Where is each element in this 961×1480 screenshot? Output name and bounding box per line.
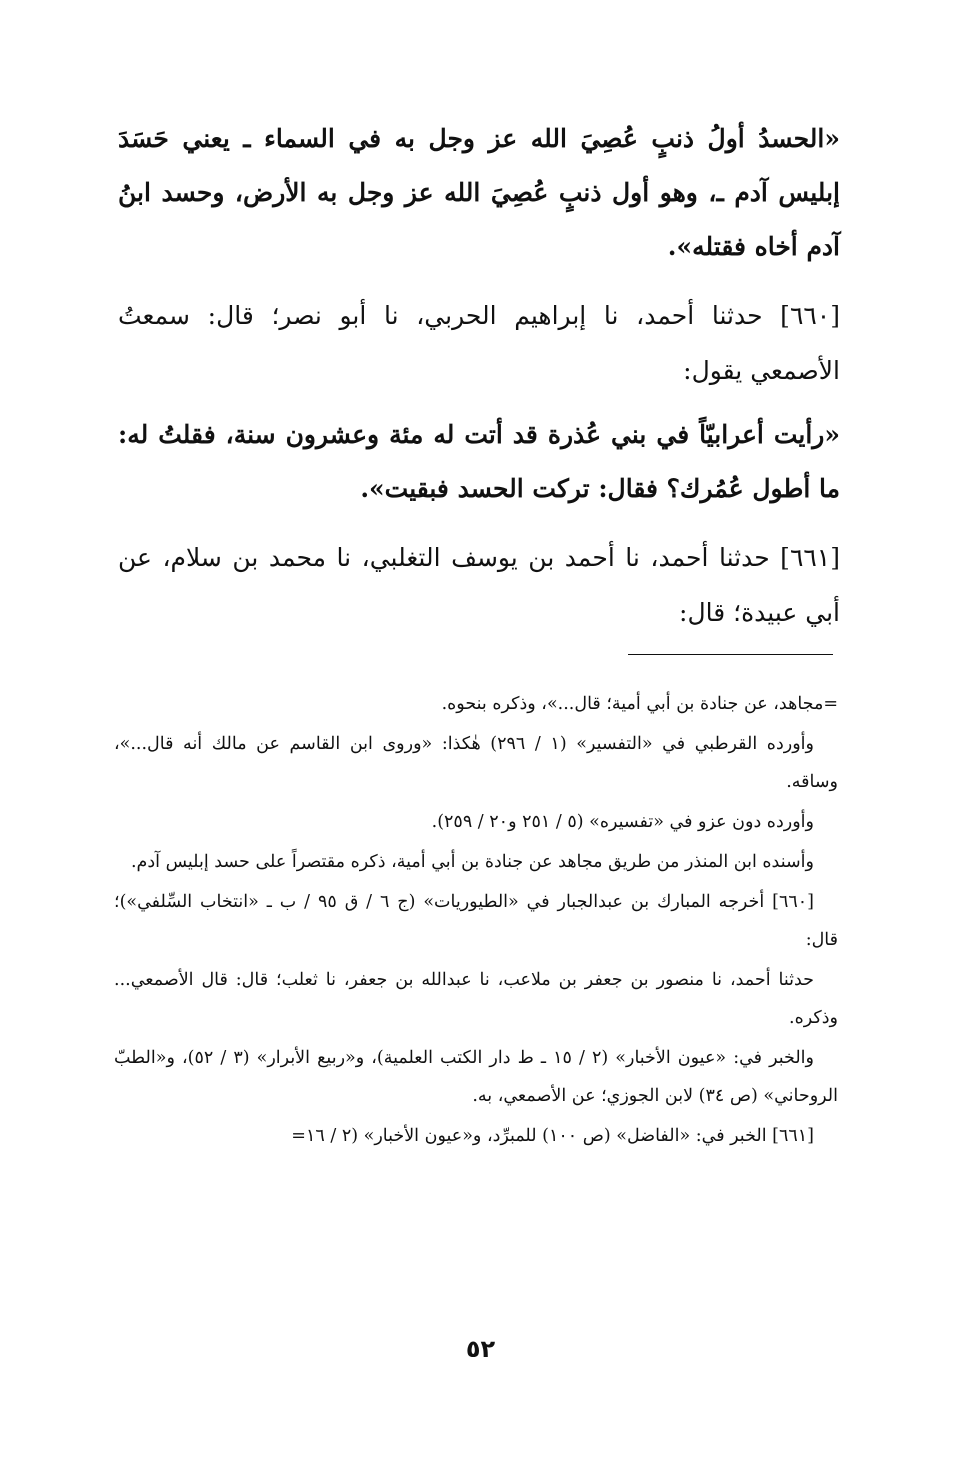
footnote: [٦٦٠] أخرجه المبارك بن عبدالجبار في «الطيوريات» (ج ٦ / ق ٩٥ / ب ـ «انتخاب السِّلفي»)؛ قال: <box>114 892 838 950</box>
page-number: ٥٢ <box>465 1335 496 1363</box>
footnote: حدثنا أحمد، نا منصور بن جعفر بن ملاعب، نا عبدالله بن جعفر، نا ثعلب؛ قال: قال الأصمعي... وذكره. <box>114 970 838 1028</box>
footnote: [٦٦١] الخبر في: «الفاضل» (ص ١٠٠) للمبرِّد، و«عيون الأخبار» (٢ / ١٦= <box>291 1126 814 1146</box>
footnote: وأسنده ابن المنذر من طريق مجاهد عن جنادة بن أبي أمية، ذكره مقتصراً على حسد إبليس آدم. <box>130 852 814 872</box>
narration-paragraph: [٦٦١] حدثنا أحمد، نا أحمد بن يوسف التغلبي، نا محمد بن سلام، عن أبي عبيدة؛ قال: <box>118 543 840 627</box>
footnote-separator <box>628 654 833 655</box>
quote-paragraph: «الحسدُ أولُ ذنبٍ عُصِيَ الله عز وجل به في السماء ـ يعني حَسَدَ إبليس آدم ـ، وهو أول ذنبٍ عُصِيَ الله عز وجل به الأرض، وحسد ابنُ آدم أخاه فقتله». <box>118 124 840 261</box>
footnote: والخبر في: «عيون الأخبار» (٢ / ١٥ ـ ط دار الكتب العلمية)، و«ربيع الأبرار» (٣ / ٥٢)، و«الطبّ الروحاني» (ص ٣٤) لابن الجوزي؛ عن الأصمعي، به. <box>114 1048 838 1106</box>
main-text <box>118 112 840 650</box>
footnote: وأورده دون عزو في «تفسيره» (٥ / ٢٥١ و٢٠ / ٢٥٩). <box>431 812 814 832</box>
footnote: =مجاهد، عن جنادة بن أبي أمية؛ قال...»، وذكره بنحوه. <box>441 694 838 714</box>
quote-paragraph: «رأيت أعرابيّاً في بني عُذرة قد أتت له مئة وعشرون سنة، فقلتُ له: ما أطول عُمُرك؟ فقال: تركت الحسد فبقيت». <box>118 420 840 503</box>
footnotes <box>114 685 838 1157</box>
footnote: وأورده القرطبي في «التفسير» (١ / ٢٩٦) هٰكذا: «وروى ابن القاسم عن مالك أنه قال...»، وساقه. <box>114 734 838 792</box>
narration-paragraph: [٦٦٠] حدثنا أحمد، نا إبراهيم الحربي، نا أبو نصر؛ قال: سمعتُ الأصمعي يقول: <box>118 301 840 385</box>
